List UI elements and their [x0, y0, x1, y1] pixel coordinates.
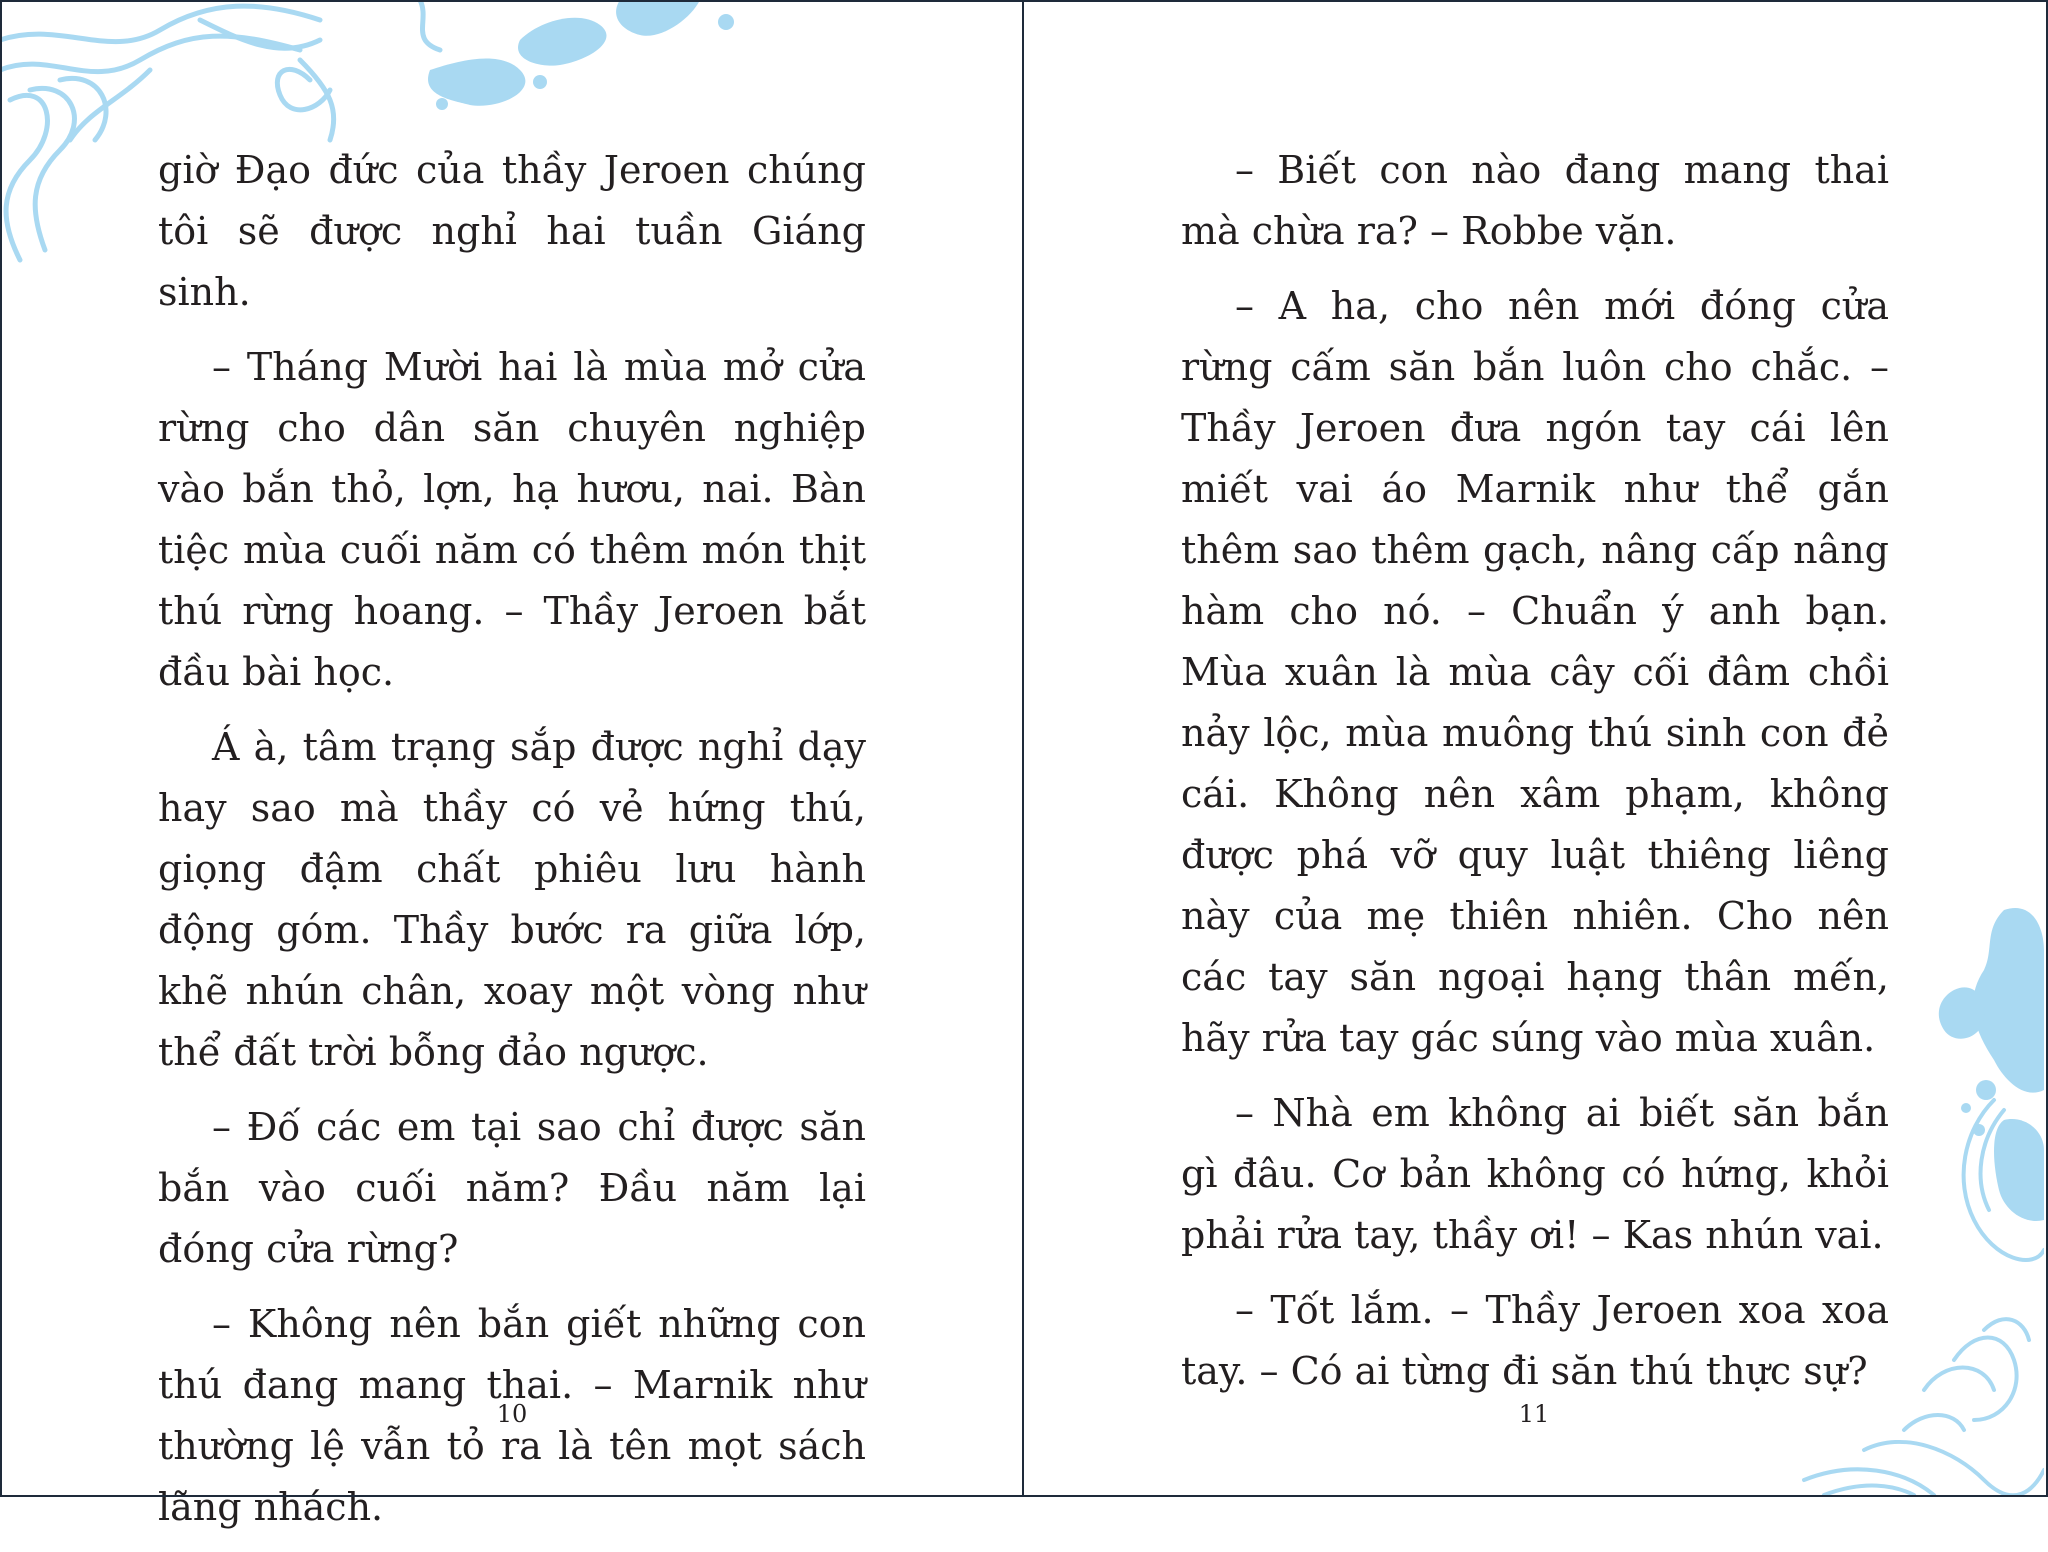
paragraph: – A ha, cho nên mới đóng cửa rừng cấm săn bắn luôn cho chắc. – Thầy Jeroen đưa ngón tay cái lên miết vai áo Marnik như thể gắn thêm sao thêm gạch, nâng cấp nâng hàm cho nó. – Chuẩn ý anh bạn. Mùa xuân là mùa cây cối đâm chồi nảy lộc, mùa muông thú sinh con đẻ cái. Không nên xâm phạm, không được phá vỡ quy luật thiêng liêng này của mẹ thiên nhiên. Cho nên các tay săn ngoại hạng thân mến, hãy rửa tay gác súng vào mùa xuân. [1181, 284, 1889, 1060]
paragraph: – Biết con nào đang mang thai mà chừa ra? – Robbe vặn. [1181, 148, 1889, 253]
left-page [0, 0, 1022, 1529]
right-page-body [1181, 140, 1889, 1416]
paragraph: – Tháng Mười hai là mùa mở cửa rừng cho dân săn chuyên nghiệp vào bắn thỏ, lợn, hạ hươu, nai. Bàn tiệc mùa cuối năm có thêm món thịt thú rừng hoang. – Thầy Jeroen bắt đầu bài học. [158, 345, 866, 694]
paragraph: – Đố các em tại sao chỉ được săn bắn vào cuối năm? Đầu năm lại đóng cửa rừng? [158, 1105, 866, 1271]
paragraph: giờ Đạo đức của thầy Jeroen chúng tôi sẽ được nghỉ hai tuần Giáng sinh. [158, 148, 866, 314]
paragraph: Á à, tâm trạng sắp được nghỉ dạy hay sao mà thầy có vẻ hứng thú, giọng đậm chất phiêu lưu hành động góm. Thầy bước ra giữa lớp, khẽ nhún chân, xoay một vòng như thể đất trời bỗng đảo ngược. [158, 725, 866, 1074]
page-number: 10 [496, 1400, 528, 1428]
paragraph: – Nhà em không ai biết săn bắn gì đâu. Cơ bản không có hứng, khỏi phải rửa tay, thầy ơi! – Kas nhún vai. [1181, 1091, 1889, 1257]
paragraph: – Tốt lắm. – Thầy Jeroen xoa xoa tay. – Có ai từng đi săn thú thực sự? [1181, 1288, 1889, 1393]
paragraph: – Không nên bắn giết những con thú đang mang thai. – Marnik như thường lệ vẫn tỏ ra là tên mọt sách lãng nhách. [158, 1302, 866, 1529]
page-number: 11 [1518, 1400, 1550, 1428]
right-page [1024, 0, 2046, 1497]
left-page-body [158, 140, 866, 1552]
page-gutter [1022, 0, 1024, 1497]
